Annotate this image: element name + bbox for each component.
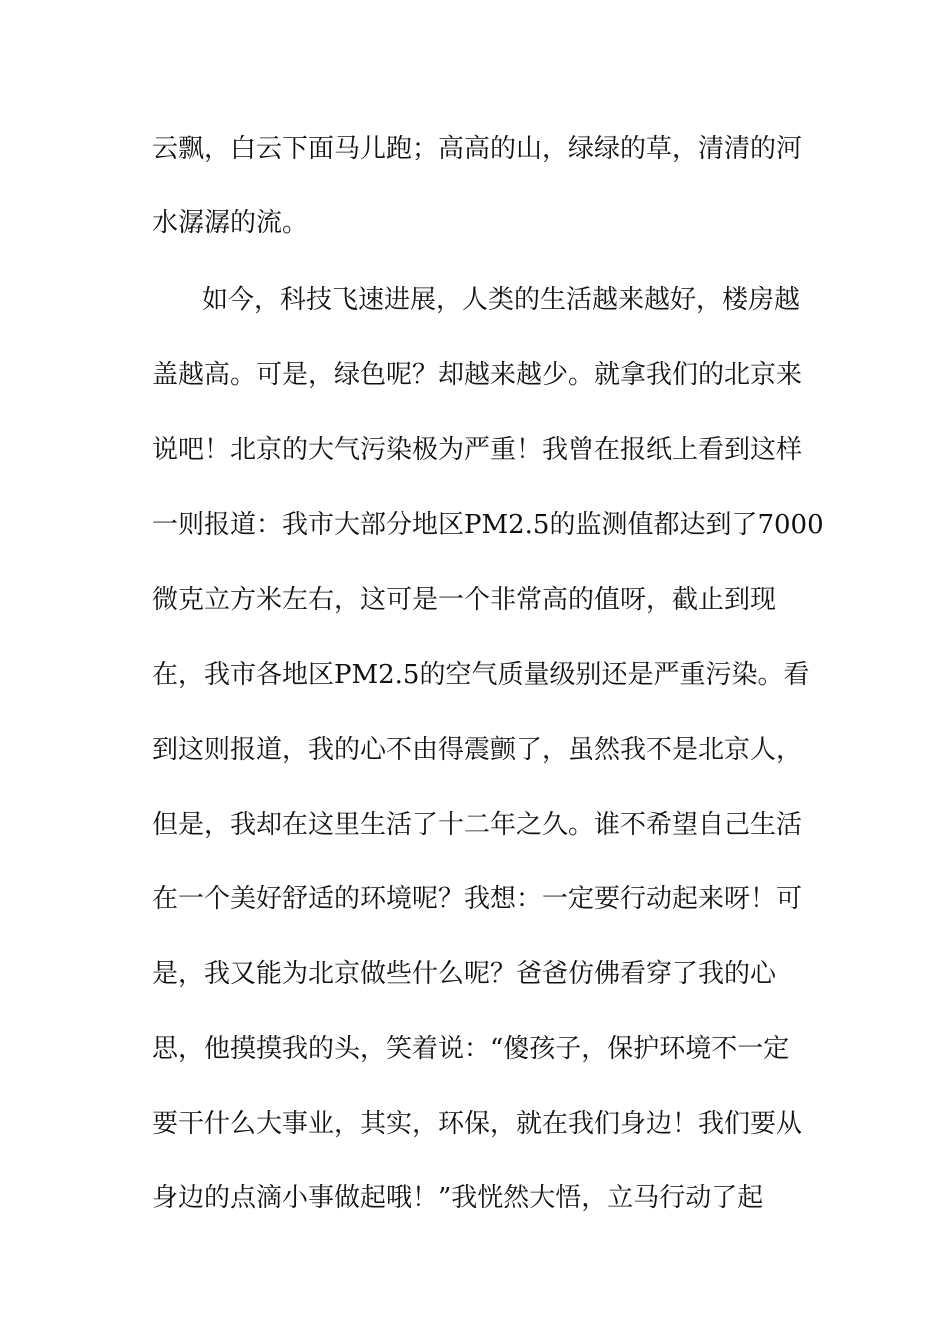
text-line-12: 是，我又能为北京做些什么呢？爸爸仿佛看穿了我的心	[152, 959, 777, 989]
text-line-9: 到这则报道，我的心不由得震颤了，虽然我不是北京人，	[152, 735, 803, 765]
text-line-15: 身边的点滴小事做起哦！”我恍然大悟，立马行动了起	[152, 1183, 764, 1213]
text-line-7: 微克立方米左右，这可是一个非常高的值呀，截止到现	[152, 585, 777, 615]
text-line-5: 说吧！北京的大气污染极为严重！我曾在报纸上看到这样	[152, 435, 803, 465]
text-line-10: 但是，我却在这里生活了十二年之久。谁不希望自己生活	[152, 810, 803, 840]
text-line-6: 一则报道：我市大部分地区PM2.5的监测值都达到了7000	[152, 510, 824, 540]
text-line-1: 云飘，白云下面马儿跑；高高的山，绿绿的草，清清的河	[152, 134, 803, 164]
text-line-3: 如今，科技飞速进展，人类的生活越来越好，楼房越	[202, 285, 801, 315]
text-line-14: 要干什么大事业，其实，环保，就在我们身边！我们要从	[152, 1109, 803, 1139]
text-line-2: 水潺潺的流。	[152, 208, 309, 238]
text-line-8: 在，我市各地区PM2.5的空气质量级别还是严重污染。看	[152, 660, 810, 690]
text-line-13: 思，他摸摸我的头，笑着说：“傻孩子，保护环境不一定	[152, 1034, 790, 1064]
text-line-4: 盖越高。可是，绿色呢？却越来越少。就拿我们的北京来	[152, 360, 803, 390]
text-line-11: 在一个美好舒适的环境呢？我想：一定要行动起来呀！可	[152, 884, 803, 914]
